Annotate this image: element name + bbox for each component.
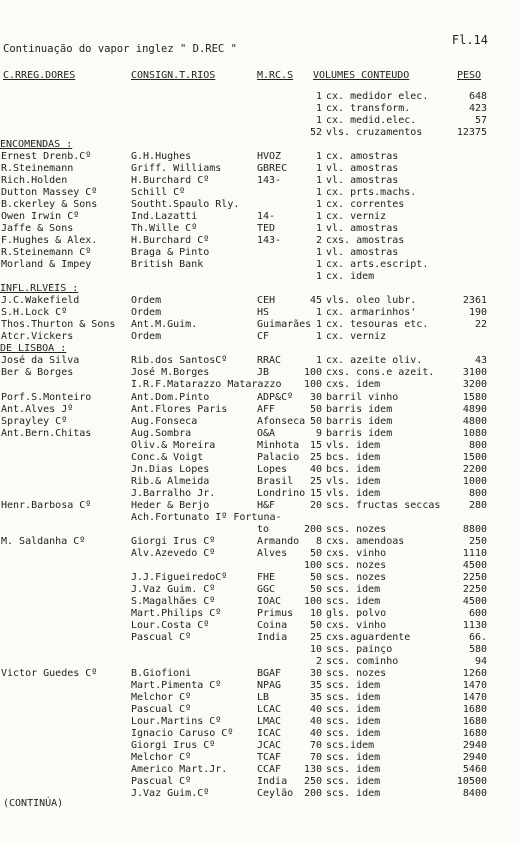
shipper-cell: Rich.Holden xyxy=(1,175,68,187)
consignee-cell: Mart.Philips Cº xyxy=(131,607,222,619)
quantity-cell: 1 xyxy=(315,211,322,223)
page-title: Continuação do vapor inglez " D.REC " xyxy=(3,43,237,55)
shipper-cell: Morland & Impey xyxy=(1,259,92,271)
consignee-cell: Giorgi Irus Cº xyxy=(131,535,216,547)
contents-cell: cx. tesouras etc. xyxy=(326,319,429,331)
section-heading: DE LISBOA : xyxy=(0,343,67,355)
weight-cell: 94 xyxy=(474,655,487,667)
quantity-cell: 1 xyxy=(315,271,322,283)
contents-cell: cx. medidor elec. xyxy=(326,91,429,102)
weight-cell: 8800 xyxy=(462,523,487,535)
mark-cell: Palacio xyxy=(257,451,300,463)
consignee-cell: Alv.Azevedo Cº xyxy=(131,547,216,559)
consignee-cell: Lour.Costa Cº xyxy=(131,619,210,631)
quantity-cell: 100 xyxy=(303,595,322,607)
mark-cell: TED xyxy=(257,223,276,235)
quantity-cell: 50 xyxy=(309,583,322,595)
contents-cell: scs. fructas seccas xyxy=(326,499,441,511)
contents-cell: vls. oleo lubr. xyxy=(326,295,417,307)
mark-cell: Brasil xyxy=(257,475,294,487)
consignee-cell: Schill Cº xyxy=(131,187,186,199)
mark-cell: ICAC xyxy=(257,728,282,740)
weight-cell: 1680 xyxy=(462,728,487,740)
consignee-cell: Ant.Flores Paris xyxy=(131,403,228,415)
header-marcas: M.RC.S xyxy=(257,70,294,81)
weight-cell: 250 xyxy=(468,535,487,547)
mark-cell: LMAC xyxy=(257,716,282,728)
weight-cell: 2361 xyxy=(462,295,487,307)
contents-cell: scs. nozes xyxy=(326,559,387,571)
consignee-cell: Braga & Pinto xyxy=(131,247,210,259)
consignee-cell: Pascual Cº xyxy=(131,631,192,643)
quantity-cell: 20 xyxy=(309,499,322,511)
contents-cell: vl. amostras xyxy=(326,223,399,235)
shipper-cell: Atcr.Vickers xyxy=(1,331,74,343)
contents-cell: cx. verniz xyxy=(326,211,387,223)
consignee-cell: J.Vaz Guim.Cº xyxy=(131,788,210,800)
contents-cell: cxs. amostras xyxy=(326,235,405,247)
mark-cell: 143- xyxy=(257,235,282,247)
weight-cell: 1000 xyxy=(462,475,487,487)
contents-cell: cx. medid.elec. xyxy=(326,115,417,127)
weight-cell: 4800 xyxy=(462,415,487,427)
quantity-cell: 52 xyxy=(309,127,322,139)
contents-cell: cx. correntes xyxy=(326,199,405,211)
weight-cell: 2250 xyxy=(462,571,487,583)
contents-cell: scs. painço xyxy=(326,643,393,655)
contents-cell: scs. idem xyxy=(326,728,381,740)
consignee-cell: British Bank xyxy=(131,259,204,271)
mark-cell: Primus xyxy=(257,607,294,619)
consignee-cell: I.R.F.Matarazzo Matarazzo xyxy=(131,379,282,391)
mark-cell: Minhota xyxy=(257,439,300,451)
contents-cell: vl. amostras xyxy=(326,163,399,175)
contents-cell: cx. transform. xyxy=(326,103,411,115)
quantity-cell: 1 xyxy=(315,187,322,199)
contents-cell: cx. idem xyxy=(326,271,375,283)
contents-cell: scs. idem xyxy=(326,788,381,800)
shipper-cell: F.Hughes & Alex. xyxy=(1,235,98,247)
quantity-cell: 35 xyxy=(309,692,322,703)
shipper-cell: Henr.Barbosa Cº xyxy=(1,499,92,511)
weight-cell: 1470 xyxy=(462,692,487,703)
quantity-cell: 1 xyxy=(315,91,322,102)
contents-cell: scs. nozes xyxy=(326,667,387,679)
quantity-cell: 100 xyxy=(303,367,322,379)
mark-cell: RRAC xyxy=(257,355,282,367)
consignee-cell: Heder & Berjo xyxy=(131,499,210,511)
consignee-cell: Jn.Dias Lopes xyxy=(131,463,210,475)
consignee-cell: Rib.dos SantosCº xyxy=(131,355,228,367)
shipper-cell: Ant.Bern.Chitas xyxy=(1,427,92,439)
contents-cell: gls. polvo xyxy=(326,607,387,619)
header-consignatarios: CONSIGN.T.RIOS xyxy=(131,70,216,81)
quantity-cell: 15 xyxy=(309,487,322,499)
consignee-cell: Melchor Cº xyxy=(131,752,192,764)
mark-cell: TCAF xyxy=(257,752,282,764)
quantity-cell: 50 xyxy=(309,415,322,427)
weight-cell: 190 xyxy=(468,307,487,319)
shipper-cell: Porf.S.Monteiro xyxy=(1,391,92,403)
shipper-cell: J.C.Wakefield xyxy=(1,295,80,307)
weight-cell: 12375 xyxy=(456,127,487,139)
contents-cell: cxs. idem xyxy=(326,379,381,391)
weight-cell: 10500 xyxy=(456,776,487,788)
mark-cell: HVOZ xyxy=(257,151,282,163)
weight-cell: 66. xyxy=(468,631,487,643)
contents-cell: vl. amostras xyxy=(326,175,399,187)
consignee-cell: Lour.Martins Cº xyxy=(131,716,222,728)
mark-cell: H&F xyxy=(257,499,276,511)
quantity-cell: 40 xyxy=(309,728,322,740)
weight-cell: 5460 xyxy=(462,764,487,776)
shipper-cell: Dutton Massey Cº xyxy=(1,187,98,199)
contents-cell: scs. idem xyxy=(326,776,381,788)
consignee-cell: Ordem xyxy=(131,307,162,319)
consignee-cell: H.Burchard Cº xyxy=(131,235,210,247)
consignee-cell: Ant.M.Guim. xyxy=(131,319,198,331)
weight-cell: 2200 xyxy=(462,463,487,475)
contents-cell: barris idem xyxy=(326,415,393,427)
shipper-cell: B.ckerley & Sons xyxy=(1,199,98,211)
weight-cell: 4890 xyxy=(462,403,487,415)
weight-cell: 800 xyxy=(468,487,487,499)
consignee-cell: Ach.Fortunato Iº Fortuna- xyxy=(131,511,282,523)
contents-cell: cxs. vinho xyxy=(326,619,387,631)
contents-cell: cxs. vinho xyxy=(326,547,387,559)
quantity-cell: 50 xyxy=(309,403,322,415)
contents-cell: vls. idem xyxy=(326,439,381,451)
weight-cell: 580 xyxy=(468,643,487,655)
consignee-cell: Aug.Fonseca xyxy=(131,415,198,427)
quantity-cell: 10 xyxy=(309,607,322,619)
mark-cell: CF xyxy=(257,331,270,343)
consignee-cell: Giorgi Irus Cº xyxy=(131,740,216,752)
quantity-cell: 25 xyxy=(309,475,322,487)
quantity-cell: 1 xyxy=(315,319,322,331)
quantity-cell: 40 xyxy=(309,463,322,475)
quantity-cell: 25 xyxy=(309,631,322,643)
quantity-cell: 100 xyxy=(303,559,322,571)
consignee-cell: Ant.Dom.Pinto xyxy=(131,391,210,403)
contents-cell: cxs. amendoas xyxy=(326,535,405,547)
mark-cell: to xyxy=(257,523,270,535)
consignee-cell: José M.Borges xyxy=(131,367,210,379)
mark-cell: ADP&Cº xyxy=(257,391,294,403)
quantity-cell: 50 xyxy=(309,547,322,559)
contents-cell: cx. amostras xyxy=(326,151,399,163)
quantity-cell: 1 xyxy=(315,115,322,127)
weight-cell: 4500 xyxy=(462,559,487,571)
consignee-cell: Mart.Pimenta Cº xyxy=(131,679,222,691)
quantity-cell: 15 xyxy=(309,439,322,451)
contents-cell: barris idem xyxy=(326,427,393,439)
mark-cell: CEH xyxy=(257,295,276,307)
contents-cell: cxs.aguardente xyxy=(326,631,411,643)
quantity-cell: 130 xyxy=(303,764,322,776)
mark-cell: LB xyxy=(257,692,270,703)
weight-cell: 280 xyxy=(468,499,487,511)
mark-cell: IOAC xyxy=(257,595,282,607)
contents-cell: barris idem xyxy=(326,403,393,415)
continua-note: (CONTINÚA) xyxy=(3,798,64,809)
weight-cell: 3100 xyxy=(462,367,487,379)
quantity-cell: 8 xyxy=(315,535,322,547)
contents-cell: scs. nozes xyxy=(326,523,387,535)
consignee-cell: Th.Wille Cº xyxy=(131,223,198,235)
header-carregadores: C.RREG.DORES xyxy=(3,70,76,81)
mark-cell: Alves xyxy=(257,547,288,559)
mark-cell: O&A xyxy=(257,427,276,439)
mark-cell: NPAG xyxy=(257,679,282,691)
contents-cell: scs. idem xyxy=(326,679,381,691)
quantity-cell: 1 xyxy=(315,163,322,175)
quantity-cell: 1 xyxy=(315,331,322,343)
consignee-cell: Pascual Cº xyxy=(131,704,192,716)
mark-cell: AFF xyxy=(257,403,276,415)
contents-cell: scs. idem xyxy=(326,764,381,776)
quantity-cell: 35 xyxy=(309,679,322,691)
quantity-cell: 40 xyxy=(309,716,322,728)
quantity-cell: 1 xyxy=(315,151,322,163)
weight-cell: 2940 xyxy=(462,740,487,752)
consignee-cell: J.Vaz Guim. Cº xyxy=(131,583,216,595)
quantity-cell: 45 xyxy=(309,295,322,307)
mark-cell: India xyxy=(257,776,288,788)
weight-cell: 3200 xyxy=(462,379,487,391)
quantity-cell: 2 xyxy=(315,655,322,667)
contents-cell: scs. idem xyxy=(326,752,381,764)
contents-cell: cx. prts.machs. xyxy=(326,187,417,199)
consignee-cell: B.Giofioni xyxy=(131,667,192,679)
consignee-cell: Melchor Cº xyxy=(131,692,192,703)
quantity-cell: 70 xyxy=(309,740,322,752)
consignee-cell: Conc.& Voigt xyxy=(131,451,204,463)
shipper-cell: Sprayley Cº xyxy=(1,415,68,427)
weight-cell: 600 xyxy=(468,607,487,619)
mark-cell: BGAF xyxy=(257,667,282,679)
contents-cell: vls. idem xyxy=(326,487,381,499)
mark-cell: Lopes xyxy=(257,463,288,475)
mark-cell: CCAF xyxy=(257,764,282,776)
contents-cell: scs. idem xyxy=(326,692,381,703)
consignee-cell: Pascual Cº xyxy=(131,776,192,788)
contents-cell: scs.idem xyxy=(326,740,375,752)
shipper-cell: Thos.Thurton & Sons xyxy=(1,319,116,331)
mark-cell: Londrino xyxy=(257,487,306,499)
page-number: Fl.14 xyxy=(451,33,488,47)
quantity-cell: 70 xyxy=(309,752,322,764)
shipper-cell: R.Steinemann xyxy=(1,163,74,175)
weight-cell: 22 xyxy=(474,319,487,331)
consignee-cell: S.Magalhães Cº xyxy=(131,595,216,607)
mark-cell: India xyxy=(257,631,288,643)
quantity-cell: 1 xyxy=(315,199,322,211)
mark-cell: Guimarães xyxy=(257,319,312,331)
quantity-cell: 1 xyxy=(315,103,322,115)
weight-cell: 1470 xyxy=(462,679,487,691)
contents-cell: cx. arts.escript. xyxy=(326,259,429,271)
consignee-cell: J.Barralho Jr. xyxy=(131,487,216,499)
mark-cell: 143- xyxy=(257,175,282,187)
consignee-cell: Ind.Lazatti xyxy=(131,211,198,223)
weight-cell: 4500 xyxy=(462,595,487,607)
weight-cell: 1130 xyxy=(462,619,487,631)
mark-cell: GGC xyxy=(257,583,276,595)
quantity-cell: 9 xyxy=(315,427,322,439)
contents-cell: cx. azeite oliv. xyxy=(326,355,423,367)
mark-cell: HS xyxy=(257,307,270,319)
contents-cell: bcs. idem xyxy=(326,451,381,463)
mark-cell: FHE xyxy=(257,571,276,583)
consignee-cell: J.J.FigueiredoCº xyxy=(131,571,228,583)
weight-cell: 1110 xyxy=(462,547,487,559)
quantity-cell: 40 xyxy=(309,704,322,716)
mark-cell: Afonseca xyxy=(257,415,306,427)
contents-cell: scs. idem xyxy=(326,583,381,595)
contents-cell: scs. idem xyxy=(326,704,381,716)
consignee-cell: Aug.Sombra xyxy=(131,427,192,439)
quantity-cell: 25 xyxy=(309,451,322,463)
weight-cell: 1500 xyxy=(462,451,487,463)
consignee-cell: Ordem xyxy=(131,331,162,343)
weight-cell: 423 xyxy=(468,103,487,115)
shipper-cell: Jaffe & Sons xyxy=(1,223,74,235)
quantity-cell: 100 xyxy=(303,379,322,391)
contents-cell: cx. verniz xyxy=(326,331,387,343)
quantity-cell: 1 xyxy=(315,175,322,187)
weight-cell: 1680 xyxy=(462,716,487,728)
quantity-cell: 250 xyxy=(303,776,322,788)
weight-cell: 1580 xyxy=(462,391,487,403)
weight-cell: 800 xyxy=(468,439,487,451)
quantity-cell: 200 xyxy=(303,523,322,535)
consignee-cell: Southt.Spaulo Rly. xyxy=(131,199,240,211)
contents-cell: bcs. idem xyxy=(326,463,381,475)
mark-cell: JB xyxy=(257,367,270,379)
section-heading: ENCOMENDAS : xyxy=(0,139,73,151)
weight-cell: 43 xyxy=(474,355,487,367)
weight-cell: 1080 xyxy=(462,427,487,439)
shipper-cell: S.H.Lock Cº xyxy=(1,307,68,319)
contents-cell: vls. idem xyxy=(326,475,381,487)
consignee-cell: Oliv.& Moreira xyxy=(131,439,216,451)
consignee-cell: Ordem xyxy=(131,295,162,307)
consignee-cell: Ignacio Caruso Cº xyxy=(131,728,234,740)
mark-cell: 14- xyxy=(257,211,276,223)
quantity-cell: 1 xyxy=(315,247,322,259)
quantity-cell: 1 xyxy=(315,307,322,319)
quantity-cell: 30 xyxy=(309,667,322,679)
mark-cell: JCAC xyxy=(257,740,282,752)
consignee-cell: Rib.& Almeida xyxy=(131,475,210,487)
mark-cell: Ceylão xyxy=(257,788,294,800)
contents-cell: scs. idem xyxy=(326,595,381,607)
weight-cell: 8400 xyxy=(462,788,487,800)
weight-cell: 57 xyxy=(474,115,487,127)
quantity-cell: 50 xyxy=(309,619,322,631)
contents-cell: scs. nozes xyxy=(326,571,387,583)
shipper-cell: Ernest Drenb.Cº xyxy=(1,151,92,163)
consignee-cell: G.H.Hughes xyxy=(131,151,192,163)
contents-cell: vls. cruzamentos xyxy=(326,127,423,139)
quantity-cell: 10 xyxy=(309,643,322,655)
section-heading: INFL.RLVEIS : xyxy=(0,283,79,295)
mark-cell: GBREC xyxy=(257,163,288,175)
weight-cell: 648 xyxy=(468,91,487,102)
quantity-cell: 50 xyxy=(309,571,322,583)
mark-cell: LCAC xyxy=(257,704,282,716)
contents-cell: vl. amostras xyxy=(326,247,399,259)
header-volumes-conteudo: VOLUMES CONTEUDO xyxy=(313,70,410,81)
contents-cell: cxs. cons.e azeit. xyxy=(326,367,435,379)
shipper-cell: Ber & Borges xyxy=(1,367,74,379)
quantity-cell: 1 xyxy=(315,355,322,367)
quantity-cell: 1 xyxy=(315,259,322,271)
weight-cell: 2940 xyxy=(462,752,487,764)
shipper-cell: R.Steinemann Cº xyxy=(1,247,92,259)
contents-cell: barril vinho xyxy=(326,391,399,403)
weight-cell: 1260 xyxy=(462,667,487,679)
contents-cell: scs. cominho xyxy=(326,655,399,667)
shipper-cell: Owen Irwin Cº xyxy=(1,211,80,223)
weight-cell: 2250 xyxy=(462,583,487,595)
shipper-cell: Ant.Alves Jº xyxy=(1,403,74,415)
mark-cell: Coina xyxy=(257,619,288,631)
quantity-cell: 30 xyxy=(309,391,322,403)
consignee-cell: Americo Mart.Jr. xyxy=(131,764,228,776)
weight-cell: 1680 xyxy=(462,704,487,716)
consignee-cell: H.Burchard Cº xyxy=(131,175,210,187)
contents-cell: cx. armarinhos' xyxy=(326,307,417,319)
contents-cell: scs. idem xyxy=(326,716,381,728)
shipper-cell: M. Saldanha Cº xyxy=(1,535,86,547)
shipper-cell: José da Silva xyxy=(1,355,80,367)
quantity-cell: 1 xyxy=(315,223,322,235)
header-peso: PESO xyxy=(457,70,482,81)
mark-cell: Armando xyxy=(257,535,300,547)
quantity-cell: 200 xyxy=(303,788,322,800)
quantity-cell: 2 xyxy=(315,235,322,247)
consignee-cell: Griff. Williams xyxy=(131,163,222,175)
shipper-cell: Victor Guedes Cº xyxy=(1,667,98,679)
